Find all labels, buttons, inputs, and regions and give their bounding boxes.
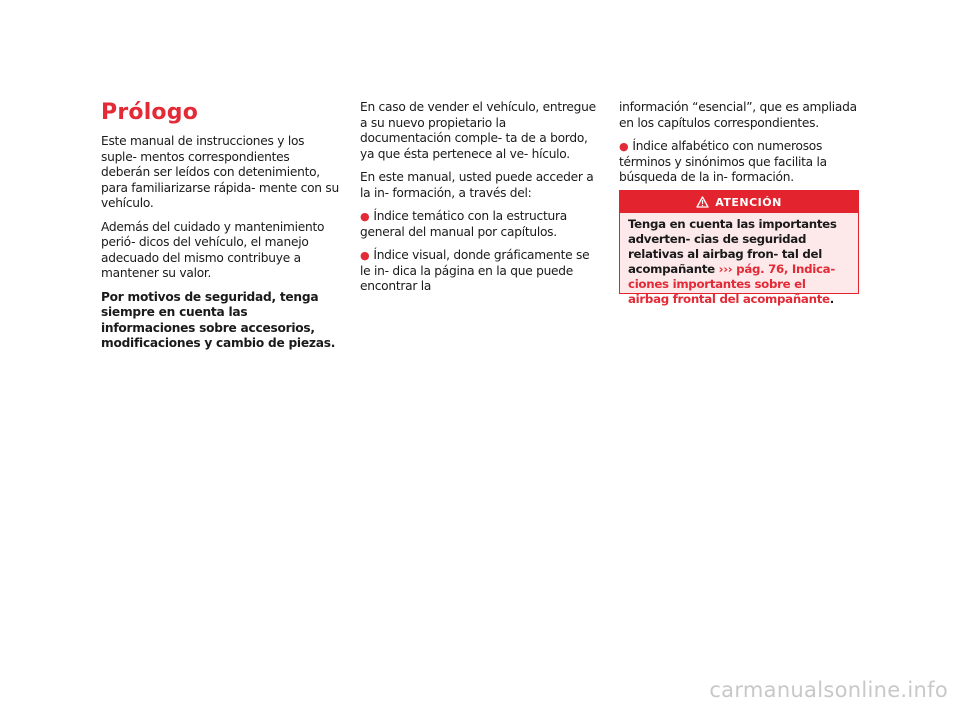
column-2 <box>360 100 600 303</box>
warning-text-end: . <box>829 292 834 306</box>
paragraph: Además del cuidado y mantenimiento perió- dicos del vehículo, el manejo adecuado del mismo contribuye a mantener su valor. <box>101 219 325 280</box>
column-3 <box>619 100 859 194</box>
list-item <box>619 139 859 186</box>
paragraph: Este manual de instrucciones y los suple- mentos correspondientes deberán ser leídos con detenimiento, para familiarizarse rápida- mente con su vehículo. <box>101 134 339 210</box>
column-1 <box>101 134 341 360</box>
page-title: Prólogo <box>101 100 199 125</box>
paragraph: En caso de vender el vehículo, entregue a su nuevo propietario la documentación comple- ta de a bordo, ya que ésta pertenece al ve- hículo. <box>360 100 596 161</box>
warning-heading: ATENCIÓN <box>715 195 782 209</box>
bullet-icon: ● <box>619 140 629 153</box>
watermark: carmanualsonline.info <box>709 678 948 702</box>
list-item-text: Índice visual, donde gráficamente se le in- dica la página en la que puede encontrar la <box>360 248 590 293</box>
list-item <box>360 209 600 240</box>
warning-body <box>620 213 858 307</box>
warning-header <box>620 191 858 213</box>
warning-box <box>619 190 859 306</box>
list-item-text: Índice temático con la estructura general del manual por capítulos. <box>360 209 567 239</box>
warning-triangle-icon <box>696 196 709 208</box>
bullet-icon: ● <box>360 210 370 223</box>
list-item-text: Índice alfabético con numerosos términos y sinónimos que facilita la búsqueda de la in- formación. <box>619 139 827 184</box>
paragraph: información “esencial”, que es ampliada en los capítulos correspondientes. <box>619 100 857 130</box>
bullet-icon: ● <box>360 249 370 262</box>
arrows-icon: ››› <box>718 262 733 276</box>
paragraph: En este manual, usted puede acceder a la in- formación, a través del: <box>360 170 594 200</box>
page-reference-link[interactable]: pág. 76, Indica- ciones importantes sobre el airbag frontal del acompañante <box>628 262 835 306</box>
paragraph-bold: Por motivos de seguridad, tenga siempre en cuenta las informaciones sobre accesorios, modificaciones y cambio de piezas. <box>101 289 336 350</box>
list-item <box>360 248 600 295</box>
warning-text: Tenga en cuenta las importantes adverten- cias de seguridad relativas al airbag fron- tal del acompañante <box>628 217 837 276</box>
